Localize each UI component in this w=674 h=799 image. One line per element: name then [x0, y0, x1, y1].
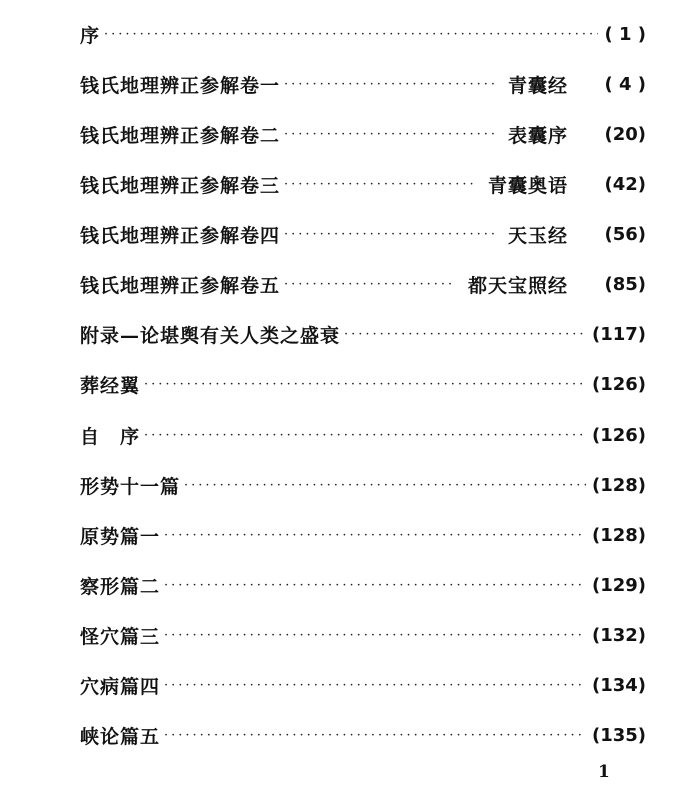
- toc-entry-subtitle: 都天宝照经: [467, 274, 568, 297]
- toc-entry: [80, 618, 646, 652]
- toc-entry-title: 峡论篇五: [80, 725, 161, 748]
- toc-entry-title: 附录—论堪舆有关人类之盛衰: [80, 324, 341, 347]
- toc-entry-page: (126): [591, 424, 646, 446]
- dot-leader: [164, 675, 586, 695]
- toc-entry: [80, 217, 646, 251]
- toc-entry: [80, 418, 646, 452]
- toc-entry-page: ( 1 ): [604, 23, 646, 45]
- dot-leader: [284, 124, 496, 144]
- toc-entry-title: 钱氏地理辨正参解卷三: [80, 174, 281, 197]
- toc-entry-title: 察形篇二: [80, 575, 161, 598]
- toc-entry-title: 钱氏地理辨正参解卷二: [80, 124, 281, 147]
- toc-entry-page: (117): [591, 323, 646, 345]
- toc-entry: [80, 668, 646, 702]
- toc-entry-page: (129): [591, 574, 646, 596]
- toc-entry: [80, 267, 646, 301]
- dot-leader: [164, 525, 586, 545]
- toc-entry: [80, 568, 646, 602]
- toc-entry-page: (128): [591, 474, 646, 496]
- toc-entry-title: 原势篇一: [80, 525, 161, 548]
- toc-entry: [80, 468, 646, 502]
- dot-leader: [164, 575, 586, 595]
- toc-entry-page: ( 4 ): [604, 73, 646, 95]
- toc-entry-page: (20): [604, 123, 646, 145]
- dot-leader: [284, 174, 476, 194]
- toc-entry-title: 葬经翼: [80, 374, 141, 397]
- toc-entry: [80, 718, 646, 752]
- toc-entry-title: 序: [80, 24, 101, 47]
- dot-leader: [104, 24, 598, 44]
- toc-entry-page: (85): [604, 273, 646, 295]
- toc-entry-subtitle: 青囊经: [507, 74, 568, 97]
- toc-entry-page: (135): [591, 724, 646, 746]
- dot-leader: [284, 74, 496, 94]
- dot-leader: [144, 374, 586, 394]
- toc-entry-page: (128): [591, 524, 646, 546]
- toc-entry-page: (132): [591, 624, 646, 646]
- toc-entry-title: 钱氏地理辨正参解卷四: [80, 224, 281, 247]
- dot-leader: [344, 324, 586, 344]
- toc-entry-page: (126): [591, 373, 646, 395]
- toc-entry-subtitle: 表囊序: [507, 124, 568, 147]
- toc-entry: [80, 167, 646, 201]
- toc-entry: [80, 317, 646, 351]
- page-number: 1: [598, 762, 610, 782]
- dot-leader: [144, 425, 586, 445]
- dot-leader: [164, 625, 586, 645]
- toc-entry-title: 怪穴篇三: [80, 625, 161, 648]
- toc-entry-title: 形势十一篇: [80, 475, 181, 498]
- toc-entry: [80, 518, 646, 552]
- toc-entry-subtitle: 天玉经: [507, 224, 568, 247]
- toc-entry-page: (42): [604, 173, 646, 195]
- dot-leader: [184, 475, 586, 495]
- toc-entry: [80, 17, 646, 51]
- toc-entry: [80, 67, 646, 101]
- toc-entry-title: 钱氏地理辨正参解卷一: [80, 74, 281, 97]
- dot-leader: [284, 224, 496, 244]
- toc-entry-page: (56): [604, 223, 646, 245]
- toc-entry-page: (134): [591, 674, 646, 696]
- dot-leader: [164, 725, 586, 745]
- dot-leader: [284, 274, 456, 294]
- toc-entry-title: 钱氏地理辨正参解卷五: [80, 274, 281, 297]
- toc-entry: [80, 367, 646, 401]
- toc-entry: [80, 117, 646, 151]
- toc-entry-subtitle: 青囊奥语: [487, 174, 568, 197]
- toc-entry-title: 穴病篇四: [80, 675, 161, 698]
- toc-entry-title: 自 序: [80, 425, 141, 448]
